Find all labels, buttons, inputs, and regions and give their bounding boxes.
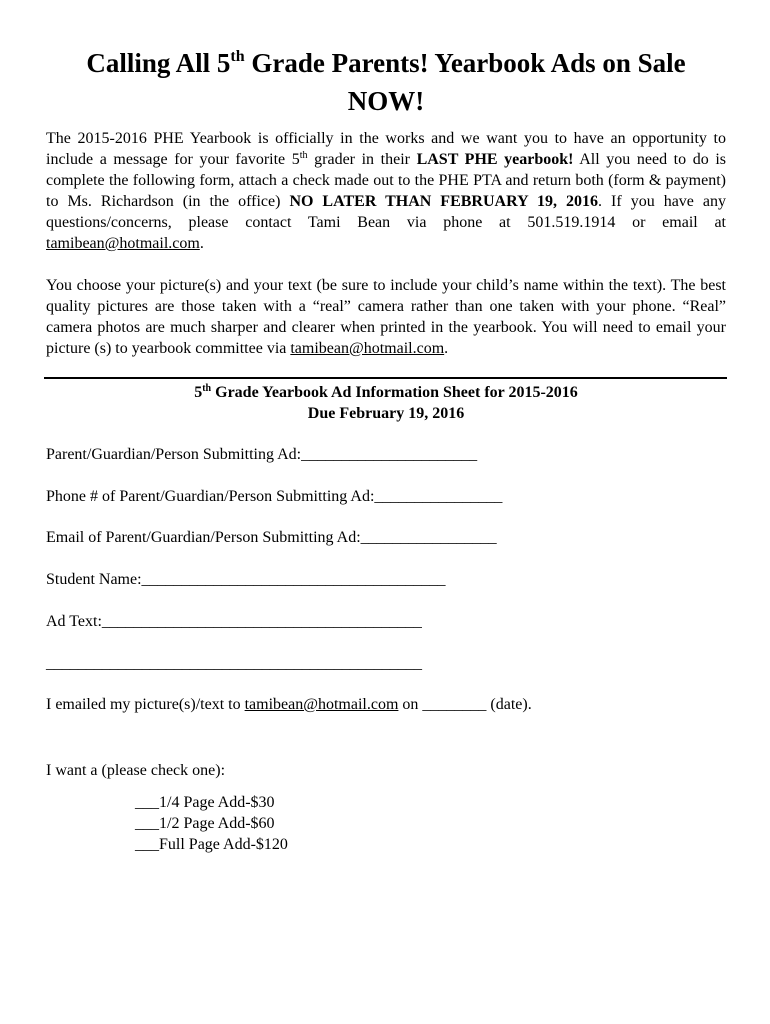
photo-end: . — [444, 340, 449, 357]
ad-size-options — [135, 792, 288, 855]
option-quarter-page[interactable]: ___1/4 Page Add-$30 — [135, 794, 275, 811]
photo-email-link[interactable]: tamibean@hotmail.com — [290, 340, 445, 357]
ad-text-field[interactable]: Ad Text:________________________________________ — [46, 613, 422, 630]
photo-text: You choose your picture(s) and your text (be sure to include your child’s name within the text). The best quality pictures are those taken with a “real” camera rather than one taken with your phone. “Real” camera photos are much sharper and clearer when printed in the yearbook. You will need to email your picture (s) to yearbook committee via — [46, 277, 726, 357]
intro-email-link[interactable]: tamibean@hotmail.com — [46, 235, 200, 252]
title-superscript: th — [230, 48, 245, 65]
ad-size-prompt: I want a (please check one): — [46, 762, 226, 779]
intro-text-3: All you need to do is complete the following form, attach a check made out to the PHE PTA and return both (form & payment) to Ms. Richardson (in the office) — [46, 151, 726, 210]
intro-end: . — [199, 235, 204, 252]
intro-text-1: The 2015-2016 PHE Yearbook is officially in the works and we want you to have an opportunity to include a message for your favorite 5 — [46, 130, 726, 168]
section-divider — [44, 377, 727, 379]
form-title — [46, 382, 726, 403]
intro-text-4: . If you have any questions/concerns, please contact Tami Bean via phone at 501.519.1914 or email at — [46, 193, 727, 231]
form-heading — [46, 382, 726, 424]
intro-paragraph — [46, 128, 726, 254]
emailed-statement — [46, 694, 532, 715]
parent-name-field[interactable]: Parent/Guardian/Person Submitting Ad:______________________ — [46, 446, 478, 463]
photo-paragraph — [46, 275, 726, 359]
option-full-page[interactable]: ___Full Page Add-$120 — [135, 836, 288, 853]
student-name-field[interactable]: Student Name:______________________________________ — [46, 571, 446, 588]
option-half-page[interactable]: ___1/2 Page Add-$60 — [135, 815, 275, 832]
emailed-email-link[interactable]: tamibean@hotmail.com — [244, 696, 399, 713]
form-title-rest: Grade Yearbook Ad Information Sheet for 2015-2016 — [211, 384, 578, 401]
title-part-1: Calling All 5 — [86, 48, 231, 78]
page-title — [46, 44, 726, 120]
form-title-number: 5 — [194, 384, 203, 401]
title-part-2: Grade Parents! Yearbook Ads on Sale NOW! — [244, 48, 686, 116]
intro-superscript: th — [299, 150, 308, 161]
intro-text-2: grader in their — [307, 151, 417, 168]
form-title-superscript: th — [202, 383, 212, 394]
form-due-date: Due February 19, 2016 — [307, 405, 465, 422]
ad-text-line-2[interactable]: _______________________________________________ — [46, 655, 422, 672]
phone-field[interactable]: Phone # of Parent/Guardian/Person Submitting Ad:________________ — [46, 488, 503, 505]
email-field[interactable]: Email of Parent/Guardian/Person Submitting Ad:_________________ — [46, 529, 497, 546]
intro-bold-last-yearbook: LAST PHE yearbook! — [416, 151, 574, 168]
flyer-page — [46, 44, 726, 359]
emailed-prefix: I emailed my picture(s)/text to — [46, 696, 245, 713]
emailed-date-blank[interactable]: on ________ (date). — [398, 696, 532, 713]
intro-bold-deadline: NO LATER THAN FEBRUARY 19, 2016 — [289, 193, 599, 210]
